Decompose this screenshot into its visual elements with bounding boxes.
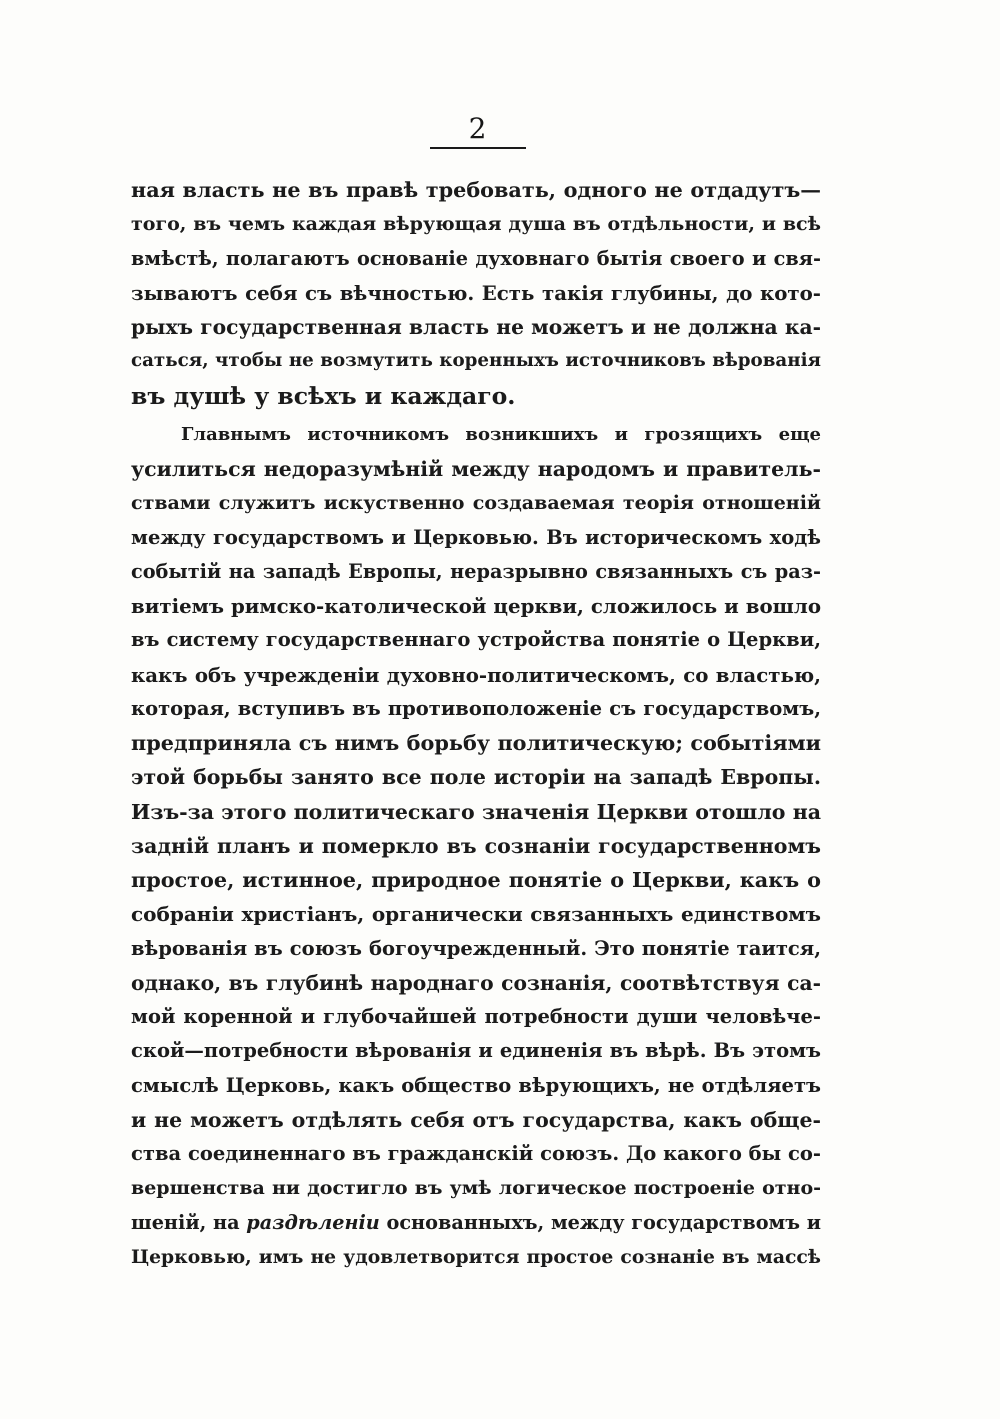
text-line: вѣрованія въ союзъ богоучрежденный. Это понятіе таится, [131, 936, 821, 960]
text-line: заднiй планъ и померкло въ сознаніи государственномъ [131, 833, 821, 858]
text-line: Изъ-за этого политическаго значенія Церкви отошло на [131, 799, 821, 824]
text-line-with-italic [131, 1206, 821, 1240]
text-line: витіемъ римско-католической церкви, сложилось и вошло [131, 594, 821, 618]
text-line: ствами служитъ искуственно создаваемая теорія отношеній [131, 492, 821, 515]
text-line: зываютъ себя съ вѣчностью. Есть такія глубины, до кото- [131, 280, 821, 305]
text-line-part: шеній, на [131, 1210, 240, 1234]
text-line: и не можетъ отдѣлять себя отъ государства, какъ обще- [131, 1107, 821, 1132]
italic-word: раздѣленіи [246, 1210, 380, 1234]
text-line: между государствомъ и Церковью. Въ историческомъ ходѣ [131, 525, 821, 549]
text-line: вершенства ни достигло въ умѣ логическое построеніе отно- [131, 1177, 821, 1200]
text-line: въ систему государственнаго устройства понятіе о Церкви, [131, 628, 821, 652]
text-line: ства соединеннаго въ гражданскій союзъ. До какого бы со- [131, 1142, 821, 1165]
text-line: того, въ чемъ каждая вѣрующая душа въ отдѣльности, и всѣ [131, 213, 821, 236]
text-line-part: основанныхъ, между государствомъ и [386, 1210, 821, 1234]
text-line: которая, вступивъ въ противоположеніе съ государствомъ, [131, 696, 821, 720]
text-line: какъ объ учрежденіи духовно-политическомъ, со властью, [131, 662, 821, 687]
text-line: въ душѣ у всѣхъ и каждаго. [131, 381, 516, 410]
text-line: усилиться недоразумѣній между народомъ и правитель- [131, 457, 821, 481]
text-line: ная власть не въ правѣ требовать, одного не отдадутъ— [131, 178, 821, 202]
text-line: мой коренной и глубочайшей потребности души человѣче- [131, 1005, 821, 1028]
text-line: событій на западѣ Европы, неразрывно связанныхъ съ раз- [131, 559, 821, 583]
text-line: однако, въ глубинѣ народнаго сознанія, соотвѣтствуя са- [131, 970, 821, 995]
text-line: вмѣстѣ, полагаютъ основаніе духовнаго бытія своего и свя- [131, 246, 821, 270]
text-line: саться, чтобы не возмутить коренныхъ источниковъ вѣрованія [131, 350, 821, 372]
text-line: предприняла съ нимъ борьбу политическую; событіями [131, 731, 821, 755]
text-line: смыслѣ Церковь, какъ общество вѣрующихъ, не отдѣляетъ [131, 1073, 821, 1097]
page-number-rule [430, 147, 526, 149]
text-line: простое, истинное, природное понятіе о Церкви, какъ о [131, 868, 821, 892]
page-number: 2 [468, 112, 488, 145]
text-line: этой борьбы занято все поле исторіи на западѣ Европы. [131, 765, 821, 790]
text-line: собраніи христіанъ, органически связанныхъ единствомъ [131, 902, 821, 927]
text-line: ской—потребности вѣрованія и единенія въ вѣрѣ. Въ этомъ [131, 1039, 821, 1063]
text-line: Главнымъ источникомъ возникшихъ и грозящихъ еще [181, 423, 821, 445]
body-text [131, 173, 821, 1274]
text-line: Церковью, имъ не удовлетворится простое сознаніе въ массѣ [131, 1245, 821, 1268]
text-line: рыхъ государственная власть не можетъ и не должна ка- [131, 315, 821, 339]
